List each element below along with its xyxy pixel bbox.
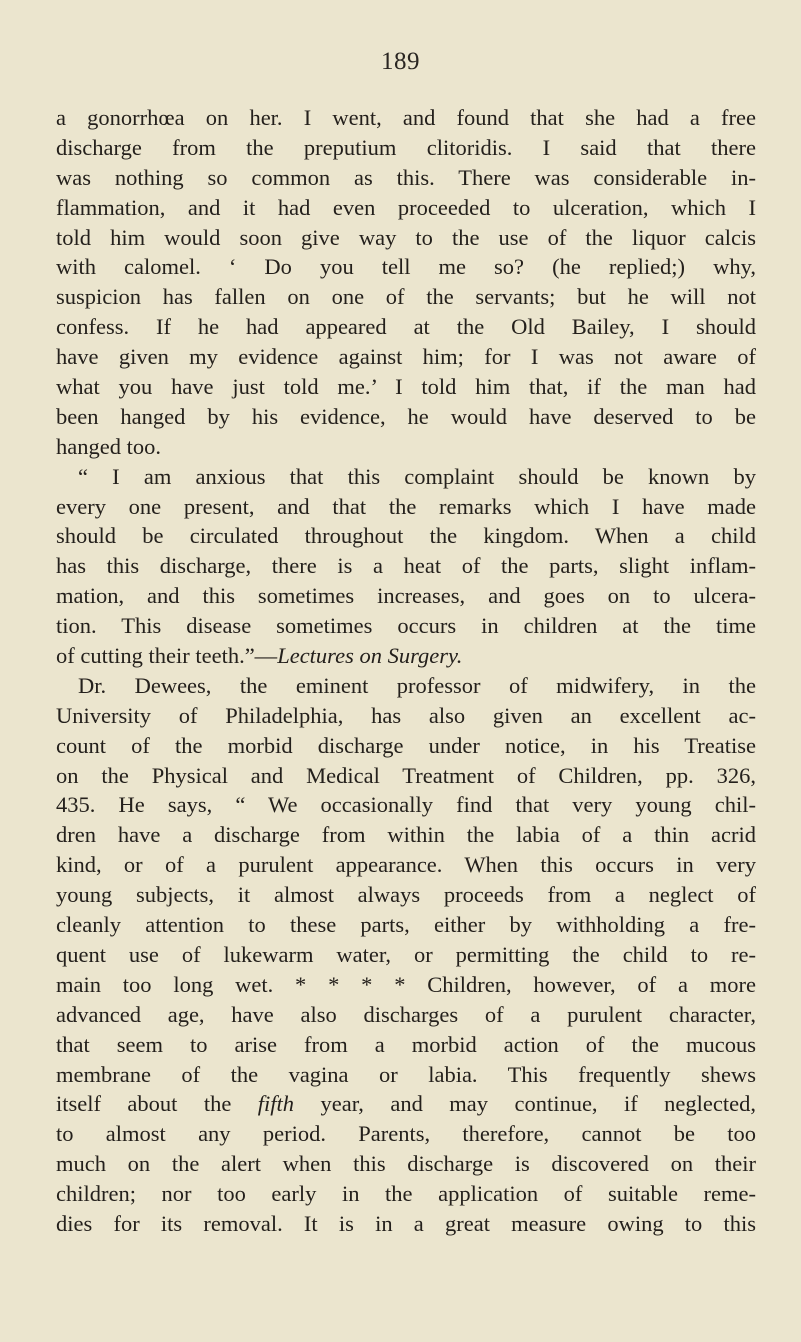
text-line — [56, 103, 756, 133]
page-number: 189 — [381, 48, 420, 75]
text-line — [56, 1060, 756, 1090]
text-line-content: “ I am anxious that this complaint should be known by — [78, 463, 756, 489]
text-line-content: kind, or of a purulent appearance. When this occurs in very — [56, 852, 756, 878]
text-line-content: was nothing so common as this. There was considerable in- — [56, 164, 756, 190]
text-line-content-after: year, and may continue, if neglected, — [294, 1091, 756, 1117]
text-line-content: children; nor too early in the application of suitable reme- — [56, 1181, 756, 1207]
text-line-content: main too long wet. * * * * Children, however, of a more — [56, 971, 756, 997]
text-line-content: on the Physical and Medical Treatment of Children, pp. 326, — [56, 762, 756, 788]
text-line — [56, 940, 756, 970]
text-line-content: dies for its removal. It is in a great measure owing to this — [56, 1210, 756, 1236]
text-line — [56, 223, 756, 253]
text-line — [56, 820, 756, 850]
text-line-content: mation, and this sometimes increases, and goes on to ulcera- — [56, 583, 756, 609]
text-line-content: that seem to arise from a morbid action of the mucous — [56, 1031, 756, 1057]
text-line-content: young subjects, it almost always proceeds from a neglect of — [56, 882, 756, 908]
text-line-content: has this discharge, there is a heat of the parts, slight inflam- — [56, 553, 756, 579]
text-line — [56, 641, 756, 671]
text-line-content: advanced age, have also discharges of a purulent character, — [56, 1001, 756, 1027]
body-text — [56, 103, 756, 1239]
text-line-content: of cutting their teeth.”— — [56, 643, 278, 669]
text-line-content: with calomel. ‘ Do you tell me so? (he replied;) why, — [56, 254, 756, 280]
text-line — [56, 850, 756, 880]
text-line — [56, 432, 756, 462]
text-line-content: have given my evidence against him; for I was not aware of — [56, 344, 756, 370]
text-line — [56, 312, 756, 342]
text-line-content: should be circulated throughout the kingdom. When a child — [56, 523, 756, 549]
text-line-content: flammation, and it had even proceeded to ulceration, which I — [56, 194, 756, 220]
text-line-content: told him would soon give way to the use of the liquor calcis — [56, 224, 756, 250]
text-line-content: confess. If he had appeared at the Old Bailey, I should — [56, 314, 756, 340]
text-line — [56, 163, 756, 193]
text-line-content: much on the alert when this discharge is discovered on their — [56, 1151, 756, 1177]
text-line-content: hanged too. — [56, 433, 161, 459]
text-line — [56, 880, 756, 910]
text-line — [56, 970, 756, 1000]
text-line-content: Dr. Dewees, the eminent professor of midwifery, in the — [78, 672, 756, 698]
text-line — [56, 462, 756, 492]
text-line — [56, 701, 756, 731]
text-line — [56, 910, 756, 940]
text-line-content: discharge from the preputium clitoridis. I said that there — [56, 134, 756, 160]
text-line — [56, 1179, 756, 1209]
text-line-content: membrane of the vagina or labia. This frequently shews — [56, 1061, 756, 1087]
text-line — [56, 581, 756, 611]
text-line-content: every one present, and that the remarks which I have made — [56, 493, 756, 519]
text-line — [56, 372, 756, 402]
text-line — [56, 193, 756, 223]
text-line-content: a gonorrhœa on her. I went, and found that she had a free — [56, 105, 756, 130]
text-line — [56, 342, 756, 372]
text-line — [56, 731, 756, 761]
text-line — [56, 402, 756, 432]
text-line-content: 435. He says, “ We occasionally find that very young chil- — [56, 792, 756, 818]
text-line-content: cleanly attention to these parts, either by withholding a fre- — [56, 912, 756, 938]
text-line-content: count of the morbid discharge under notice, in his Treatise — [56, 732, 756, 758]
text-line — [56, 761, 756, 791]
text-line — [56, 133, 756, 163]
text-line-content: to almost any period. Parents, therefore, cannot be too — [56, 1121, 756, 1147]
text-line-content: dren have a discharge from within the labia of a thin acrid — [56, 822, 756, 848]
text-line-content: quent use of lukewarm water, or permitting the child to re- — [56, 941, 756, 967]
italic-text: fifth — [257, 1091, 295, 1117]
text-line — [56, 521, 756, 551]
text-line-content: itself about the — [56, 1091, 258, 1117]
text-line-content: tion. This disease sometimes occurs in children at the time — [56, 613, 756, 639]
text-line — [56, 1209, 756, 1239]
text-line — [56, 671, 756, 701]
text-line — [56, 611, 756, 641]
text-line — [56, 1030, 756, 1060]
text-line — [56, 790, 756, 820]
text-line — [56, 551, 756, 581]
text-line — [56, 1089, 756, 1119]
text-line-content: University of Philadelphia, has also given an excellent ac- — [56, 702, 756, 728]
text-line — [56, 1149, 756, 1179]
text-line — [56, 1119, 756, 1149]
text-line — [56, 1000, 756, 1030]
text-line — [56, 252, 756, 282]
text-line-content: suspicion has fallen on one of the servants; but he will not — [56, 284, 756, 310]
text-line-content: what you have just told me.’ I told him that, if the man had — [56, 374, 756, 400]
text-line — [56, 492, 756, 522]
italic-text: Lectures on Surgery. — [277, 643, 463, 669]
text-line-content: been hanged by his evidence, he would have deserved to be — [56, 403, 756, 429]
text-line — [56, 282, 756, 312]
